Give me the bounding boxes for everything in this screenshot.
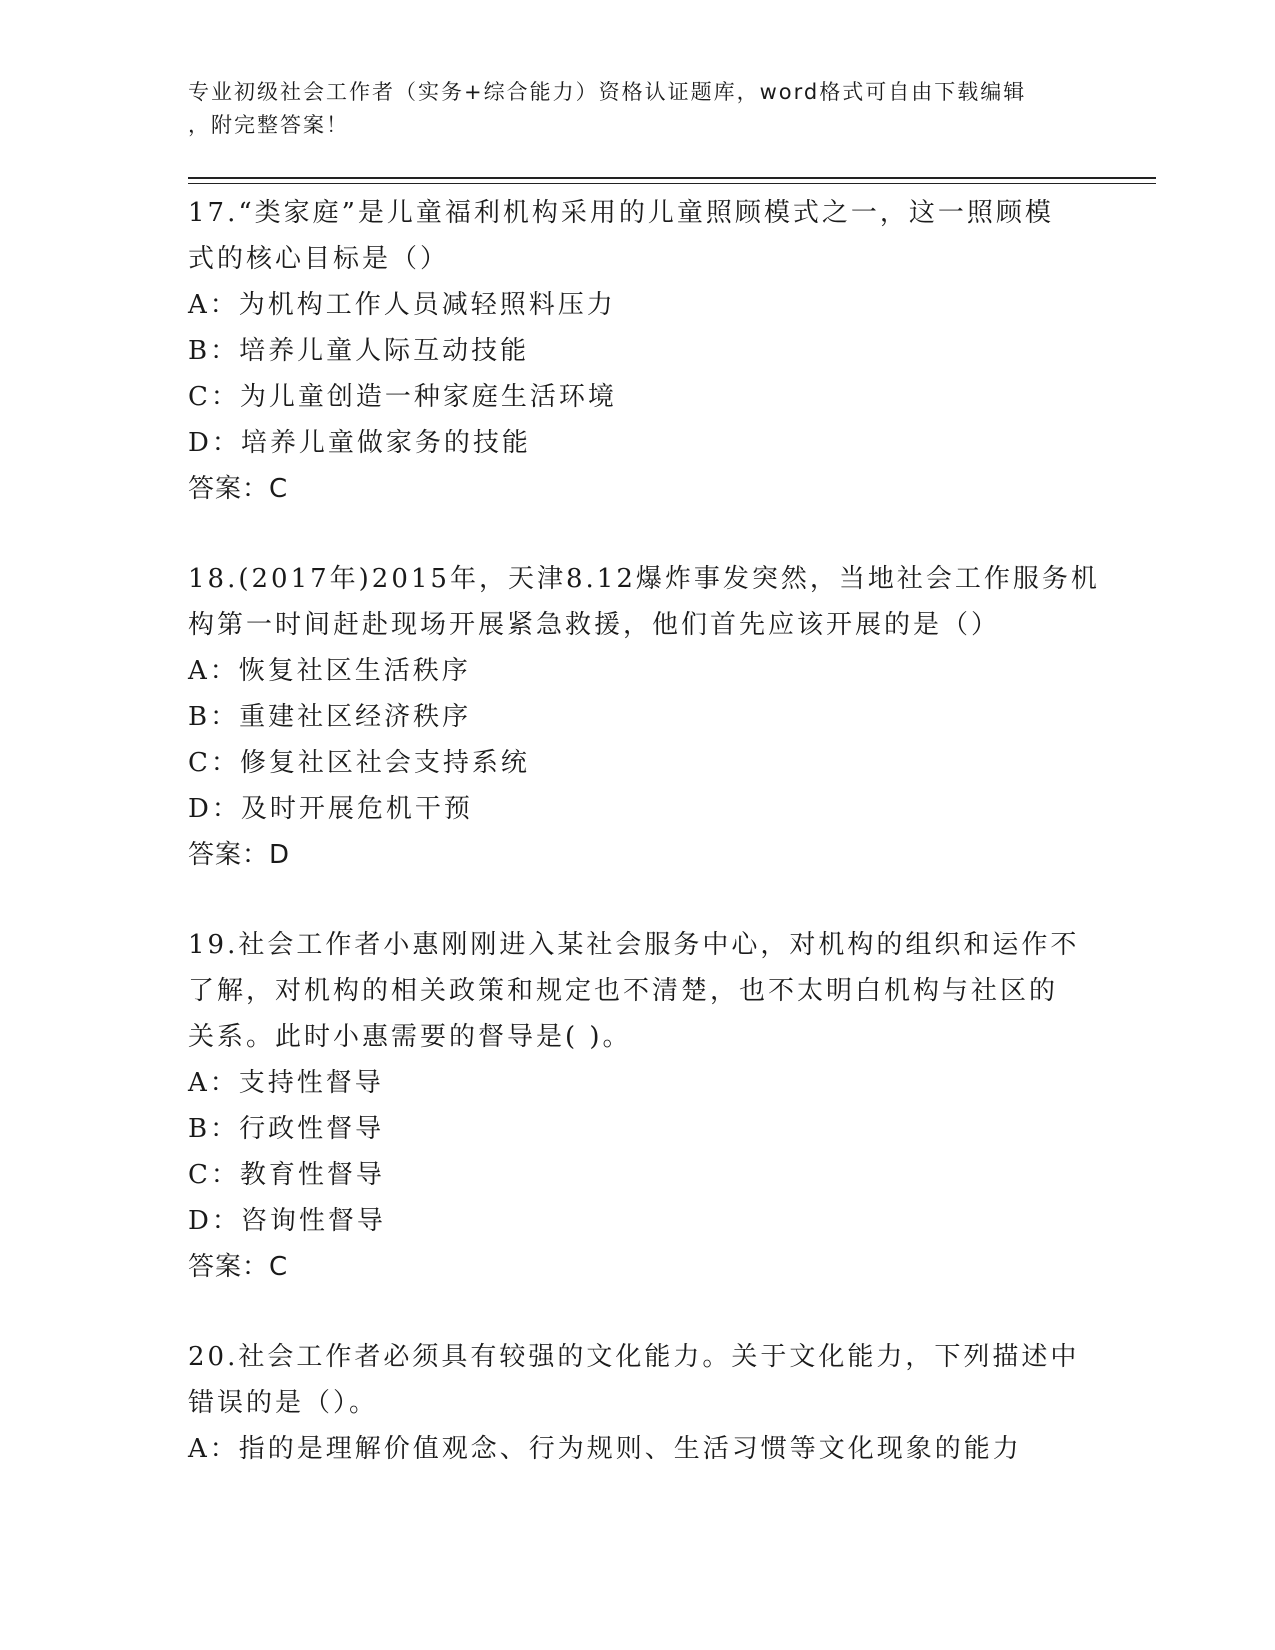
question-text-line: 构第一时间赶赴现场开展紧急救援，他们首先应该开展的是（） (188, 610, 1001, 640)
header-line-1: 专业初级社会工作者（实务+综合能力）资格认证题库，word格式可自由下载编辑 (188, 80, 1027, 104)
answer: 答案：C (188, 474, 289, 504)
question-text-line: 式的核心目标是（） (188, 244, 450, 274)
header-line-2: ，附完整答案！ (188, 113, 349, 137)
question-19 (188, 922, 1088, 1290)
option-b: B：行政性督导 (188, 1114, 385, 1144)
answer: 答案：D (188, 840, 291, 870)
question-text-line: 关系。此时小惠需要的督导是( )。 (188, 1022, 632, 1052)
option-a: A：恢复社区生活秩序 (188, 656, 471, 686)
question-text-line: 17.“类家庭”是儿童福利机构采用的儿童照顾模式之一，这一照顾模 (188, 198, 1054, 228)
document-header (188, 76, 1088, 142)
question-list (188, 190, 1100, 1516)
option-a: A：指的是理解价值观念、行为规则、生活习惯等文化现象的能力 (188, 1434, 1022, 1464)
question-text-line: 19.社会工作者小惠刚刚进入某社会服务中心，对机构的组织和运作不 (188, 930, 1080, 960)
option-c: C：修复社区社会支持系统 (188, 748, 530, 778)
option-b: B：培养儿童人际互动技能 (188, 336, 530, 366)
option-d: D：及时开展危机干预 (188, 794, 473, 824)
question-text-line: 了解，对机构的相关政策和规定也不清楚，也不太明白机构与社区的 (188, 976, 1059, 1006)
question-text-line: 20.社会工作者必须具有较强的文化能力。关于文化能力，下列描述中 (188, 1342, 1080, 1372)
option-d: D：咨询性督导 (188, 1206, 386, 1236)
header-divider-thin (188, 183, 1156, 184)
option-a: A：支持性督导 (188, 1068, 384, 1098)
option-a: A：为机构工作人员减轻照料压力 (188, 290, 616, 320)
question-text-line: 错误的是（）。 (188, 1388, 379, 1418)
answer: 答案：C (188, 1252, 289, 1282)
question-17 (188, 190, 1088, 512)
question-18 (188, 556, 1100, 878)
question-20 (188, 1334, 1088, 1472)
question-text-line: 18.(2017年)2015年，天津8.12爆炸事发突然，当地社会工作服务机 (188, 564, 1100, 594)
option-b: B：重建社区经济秩序 (188, 702, 472, 732)
option-c: C：教育性督导 (188, 1160, 385, 1190)
header-divider-thick (188, 177, 1156, 179)
option-c: C：为儿童创造一种家庭生活环境 (188, 382, 617, 412)
option-d: D：培养儿童做家务的技能 (188, 428, 531, 458)
